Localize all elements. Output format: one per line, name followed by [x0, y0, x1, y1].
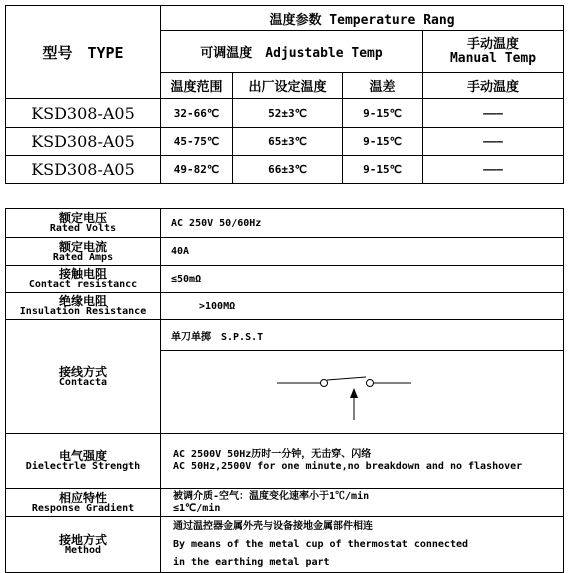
insulation-resistance-en: Insulation Resistance	[19, 306, 147, 317]
specs-table	[5, 208, 564, 573]
response-en: Response Gradient	[31, 502, 135, 514]
wiring-value-cell	[161, 320, 564, 434]
table-row	[6, 128, 564, 156]
rated-amps-value: 40A	[161, 238, 564, 266]
rated-volts-value: AC 250V 50/60Hz	[161, 209, 564, 238]
manual-temp-en: Manual Temp	[449, 50, 537, 66]
dielectric-value	[161, 434, 564, 489]
dielectric-en: Dielectrle Strength	[25, 461, 141, 472]
grounding-value-2: By means of the metal cup of thermostat connected	[173, 538, 469, 550]
contact-left	[321, 380, 328, 387]
rated-amps-cn: 额定电流	[58, 239, 107, 254]
spec-row	[6, 320, 564, 434]
table-row	[6, 99, 564, 128]
range-header: 温度范围	[161, 73, 233, 99]
wiring-value: 单刀单掷 S.P.S.T	[171, 332, 264, 343]
diff-cell: 9-15℃	[343, 156, 423, 184]
insulation-resistance-cn: 绝缘电阻	[58, 294, 107, 308]
model-cell: KSD308-A05	[6, 128, 161, 156]
spec-row	[6, 434, 564, 489]
grounding-value-1: 通过温控器金属外壳与设备接地金属部件相连	[173, 520, 373, 532]
spst-switch-diagram	[161, 350, 564, 434]
temperature-table	[5, 5, 564, 184]
wiring-value-row	[161, 320, 563, 351]
manual-cell: ———	[423, 128, 564, 156]
factory-cell: 52±3℃	[233, 99, 343, 128]
model-cell: KSD308-A05	[6, 99, 161, 128]
adjustable-temp-header: 可调温度 Adjustable Temp	[161, 31, 423, 73]
grounding-label	[6, 517, 161, 573]
manual-col-header: 手动温度	[423, 73, 564, 99]
insulation-resistance-value: >100MΩ	[161, 293, 564, 320]
rated-amps-en: Rated Amps	[52, 251, 114, 263]
factory-cell: 65±3℃	[233, 128, 343, 156]
grounding-value	[161, 517, 564, 573]
spec-row	[6, 266, 564, 293]
range-cell: 32-66℃	[161, 99, 233, 128]
grounding-value-3: in the earthing metal part	[173, 556, 330, 568]
dielectric-value-en: AC 50Hz,2500V for one minute,no breakdown and no flashover	[173, 461, 523, 472]
insulation-resistance-label	[6, 293, 161, 320]
response-value-1: 被调介质-空气：温度变化速率小于1℃/min	[173, 490, 370, 502]
rated-volts-label	[6, 209, 161, 238]
manual-cell: ———	[423, 156, 564, 184]
wiring-label	[6, 320, 161, 434]
dielectric-value-cn: AC 2500V 50Hz历时一分钟，无击穿、闪络	[173, 449, 372, 460]
manual-temp-header	[423, 31, 564, 73]
table-row	[6, 156, 564, 184]
response-value	[161, 489, 564, 517]
wiring-cn: 接线方式	[58, 364, 107, 379]
response-cn: 相应特性	[58, 490, 107, 505]
model-header: 型号 TYPE	[6, 6, 161, 99]
rated-amps-label	[6, 238, 161, 266]
diff-cell: 9-15℃	[343, 128, 423, 156]
grounding-cn: 接地方式	[58, 532, 107, 547]
spec-row	[6, 293, 564, 320]
contact-resistance-value: ≤50mΩ	[161, 266, 564, 293]
arrow-up-icon	[350, 388, 358, 398]
spec-row	[6, 489, 564, 517]
wiring-en: Contacta	[58, 376, 108, 388]
manual-cell: ———	[423, 99, 564, 128]
diff-cell: 9-15℃	[343, 99, 423, 128]
temp-params-header: 温度参数 Temperature Rang	[161, 6, 564, 31]
contact-resistance-en: Contact resistancc	[28, 279, 138, 290]
grounding-en: Method	[64, 544, 102, 556]
rated-volts-cn: 额定电压	[58, 211, 107, 225]
factory-header: 出厂设定温度	[233, 73, 343, 99]
response-value-2: ≤1℃/min	[173, 502, 221, 514]
diff-header: 温差	[343, 73, 423, 99]
response-label	[6, 489, 161, 517]
manual-temp-cn: 手动温度	[466, 36, 519, 52]
contact-resistance-cn: 接触电阻	[58, 267, 107, 281]
rated-volts-en: Rated Volts	[49, 223, 117, 234]
spec-row	[6, 517, 564, 573]
contact-right	[367, 380, 374, 387]
spec-row	[6, 209, 564, 238]
range-cell: 45-75℃	[161, 128, 233, 156]
dielectric-label	[6, 434, 161, 489]
spec-row	[6, 238, 564, 266]
contact-resistance-label	[6, 266, 161, 293]
model-cell: KSD308-A05	[6, 156, 161, 184]
range-cell: 49-82℃	[161, 156, 233, 184]
dielectric-cn: 电气强度	[58, 449, 107, 463]
factory-cell: 66±3℃	[233, 156, 343, 184]
switch-blade	[327, 377, 366, 380]
